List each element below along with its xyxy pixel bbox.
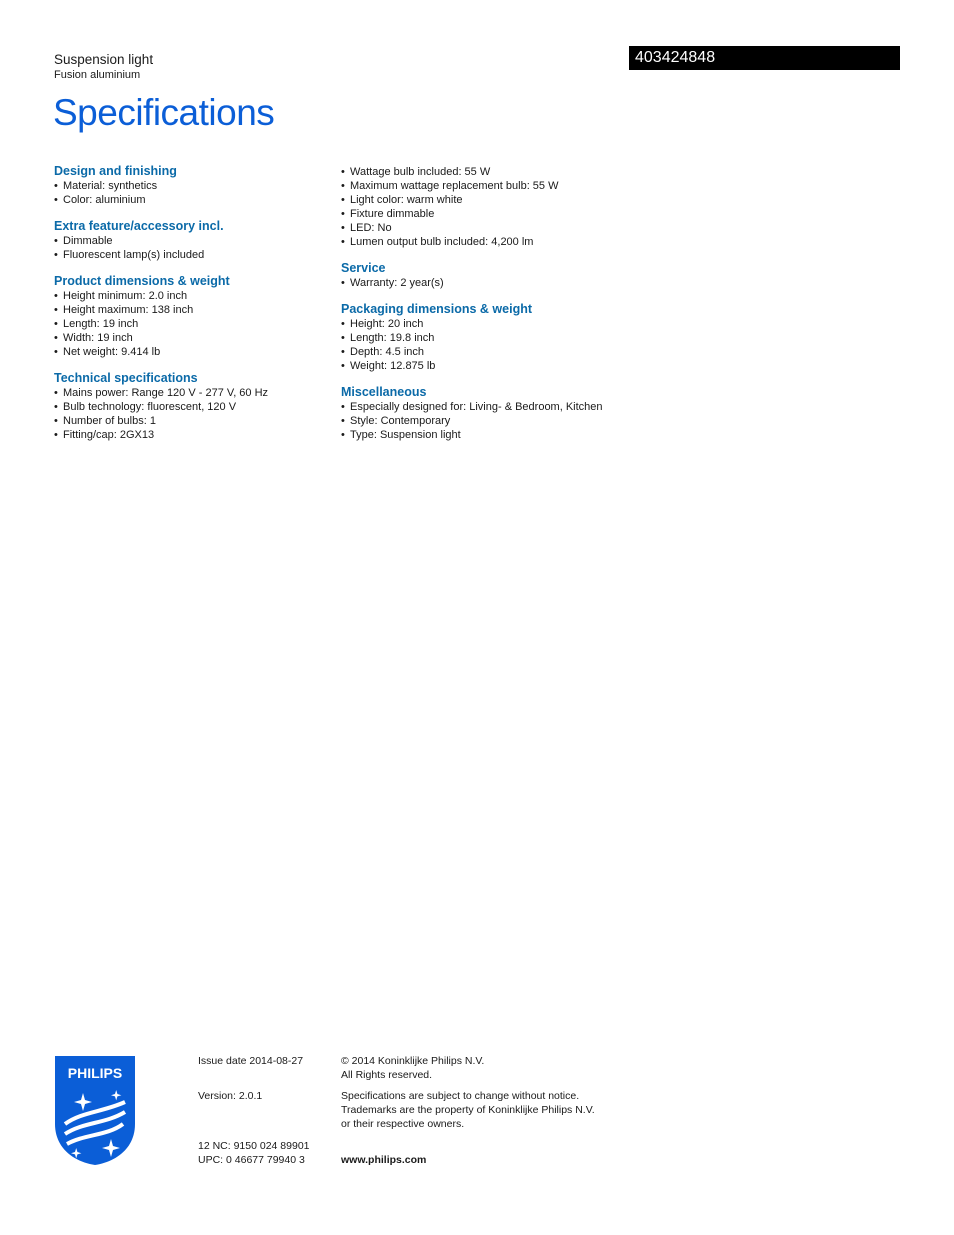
spec-item: • Warranty: 2 year(s): [341, 276, 621, 290]
spec-item: • Especially designed for: Living- & Bedroom, Kitchen: [341, 400, 621, 414]
disclaimer: [341, 1089, 641, 1131]
spec-item: • Lumen output bulb included: 4,200 lm: [341, 235, 621, 249]
product-codes: [198, 1139, 310, 1167]
page-title: Specifications: [53, 92, 275, 133]
spec-section-technical-continued: [341, 165, 621, 249]
spec-item: • Light color: warm white: [341, 193, 621, 207]
copyright-line: All Rights reserved.: [341, 1069, 433, 1081]
product-name: Suspension light: [54, 52, 154, 67]
spec-item: • Number of bulbs: 1: [54, 414, 334, 428]
spec-item: • Fluorescent lamp(s) included: [54, 248, 334, 262]
spec-item: • Depth: 4.5 inch: [341, 345, 621, 359]
spec-item: • Mains power: Range 120 V - 277 V, 60 Hz: [54, 386, 334, 400]
upc-code: UPC: 0 46677 79940 3: [198, 1154, 305, 1166]
spec-item: • Wattage bulb included: 55 W: [341, 165, 621, 179]
spec-section-technical: [54, 371, 334, 442]
spec-item: • Bulb technology: fluorescent, 120 V: [54, 400, 334, 414]
logo-wordmark: PHILIPS: [67, 1065, 123, 1081]
spec-item: • Width: 19 inch: [54, 331, 334, 345]
nc-code: 12 NC: 9150 024 89901: [198, 1140, 310, 1152]
model-number-banner: 403424848: [629, 46, 900, 70]
section-title: Design and finishing: [54, 164, 177, 178]
spec-section-miscellaneous: [341, 385, 621, 442]
version: Version: 2.0.1: [198, 1090, 263, 1102]
philips-shield-logo: [53, 1054, 137, 1167]
spec-section-extra-feature: [54, 219, 334, 262]
spec-section-service: [341, 261, 621, 290]
spec-item: • Fitting/cap: 2GX13: [54, 428, 334, 442]
spec-item: • Weight: 12.875 lb: [341, 359, 621, 373]
section-title: Service: [341, 261, 386, 275]
spec-item: • Net weight: 9.414 lb: [54, 345, 334, 359]
spec-column-left: [54, 164, 334, 454]
product-subtitle: Fusion aluminium: [54, 69, 141, 81]
disclaimer-line: or their respective owners.: [341, 1118, 465, 1130]
spec-item: • Material: synthetics: [54, 179, 334, 193]
copyright-line: © 2014 Koninklijke Philips N.V.: [341, 1055, 485, 1067]
disclaimer-line: Specifications are subject to change without notice.: [341, 1090, 580, 1102]
spec-item: • Height maximum: 138 inch: [54, 303, 334, 317]
spec-item: • Length: 19.8 inch: [341, 331, 621, 345]
spec-section-packaging: [341, 302, 621, 373]
spec-item: • Style: Contemporary: [341, 414, 621, 428]
spec-item: • Maximum wattage replacement bulb: 55 W: [341, 179, 621, 193]
spec-section-design: [54, 164, 334, 207]
spec-item: • Color: aluminium: [54, 193, 334, 207]
spec-item: • Type: Suspension light: [341, 428, 621, 442]
section-title: Miscellaneous: [341, 385, 427, 399]
spec-item: • Fixture dimmable: [341, 207, 621, 221]
spec-item: • Length: 19 inch: [54, 317, 334, 331]
section-title: Extra feature/accessory incl.: [54, 219, 224, 233]
spec-item: • LED: No: [341, 221, 621, 235]
philips-shield-icon: [53, 1054, 137, 1167]
issue-date: Issue date 2014-08-27: [198, 1055, 304, 1067]
copyright: [341, 1054, 484, 1082]
section-title: Packaging dimensions & weight: [341, 302, 533, 316]
spec-column-right: [341, 164, 621, 454]
spec-item: • Dimmable: [54, 234, 334, 248]
section-title: Product dimensions & weight: [54, 274, 230, 288]
section-title: Technical specifications: [54, 371, 198, 385]
spec-section-product-dimensions: [54, 274, 334, 359]
spec-item: • Height: 20 inch: [341, 317, 621, 331]
website-link[interactable]: www.philips.com: [341, 1154, 427, 1166]
spec-item: • Height minimum: 2.0 inch: [54, 289, 334, 303]
disclaimer-line: Trademarks are the property of Koninklijke Philips N.V.: [341, 1104, 595, 1116]
